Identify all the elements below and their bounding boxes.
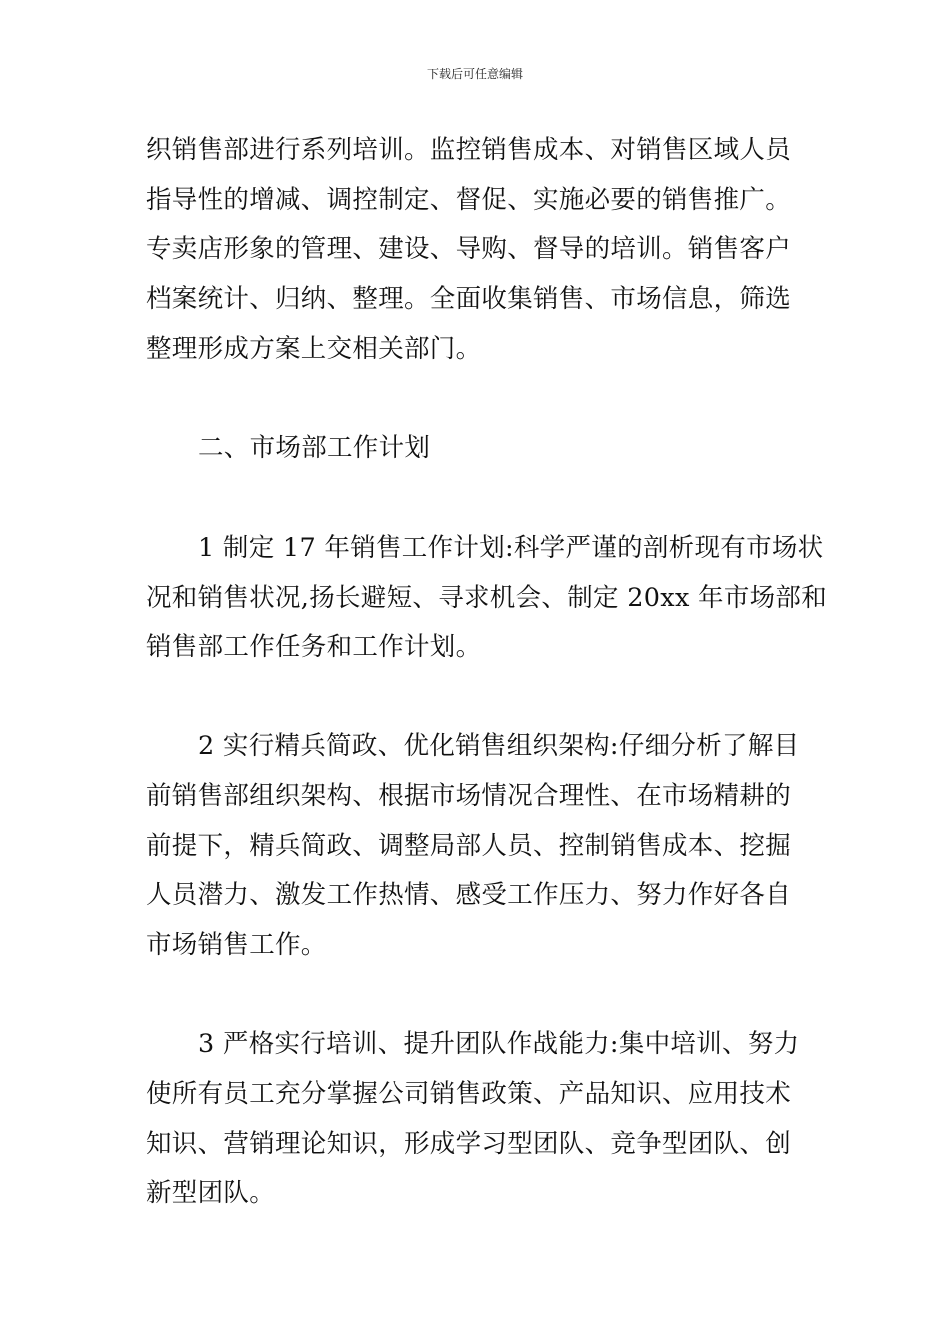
- section-heading: 二、市场部工作计划: [198, 433, 431, 463]
- text-line: 新型团队。: [146, 1178, 276, 1208]
- text-line: 2 实行精兵简政、优化销售组织架构:仔细分析了解目: [198, 731, 800, 761]
- text-line: 前销售部组织架构、根据市场情况合理性、在市场精耕的: [146, 781, 792, 811]
- text-line: 前提下，精兵简政、调整局部人员、控制销售成本、挖掘: [146, 831, 792, 861]
- text-line: 指导性的增减、调控制定、督促、实施必要的销售推广。: [146, 185, 792, 215]
- text-line: 整理形成方案上交相关部门。: [146, 334, 482, 364]
- text-line: 档案统计、归纳、整理。全面收集销售、市场信息，筛选: [146, 284, 792, 314]
- text-line: 使所有员工充分掌握公司销售政策、产品知识、应用技术: [146, 1079, 792, 1109]
- text-line: 销售部工作任务和工作计划。: [146, 632, 482, 662]
- text-line: 织销售部进行系列培训。监控销售成本、对销售区域人员: [146, 135, 792, 165]
- text-line: 1 制定 17 年销售工作计划:科学严谨的剖析现有市场状: [198, 533, 824, 563]
- text-line: 人员潜力、激发工作热情、感受工作压力、努力作好各自: [146, 880, 792, 910]
- text-line: 况和销售状况,扬长避短、寻求机会、制定 20xx 年市场部和: [146, 583, 828, 613]
- text-line: 知识、营销理论知识，形成学习型团队、竞争型团队、创: [146, 1129, 792, 1159]
- text-line: 专卖店形象的管理、建设、导购、督导的培训。销售客户: [146, 234, 792, 264]
- text-line: 市场销售工作。: [146, 930, 327, 960]
- text-line: 3 严格实行培训、提升团队作战能力:集中培训、努力: [198, 1029, 800, 1059]
- page-header: 下载后可任意编辑: [426, 67, 523, 81]
